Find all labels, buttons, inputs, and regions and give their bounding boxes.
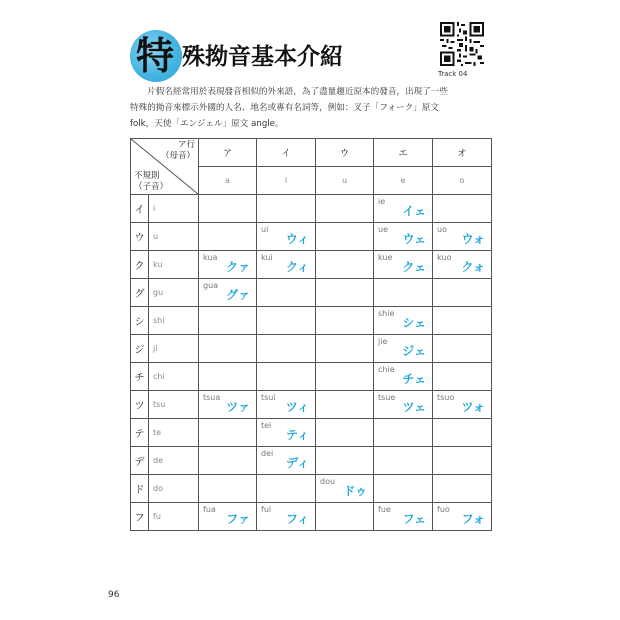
empty-cell [199,335,257,363]
empty-cell [316,307,374,335]
table-row [131,251,492,279]
kana-cell [316,475,374,503]
kana-table [130,138,492,531]
empty-cell [433,195,492,223]
empty-cell [433,335,492,363]
empty-cell [374,475,433,503]
row-header-romaji: ku [149,251,199,279]
row-header-romaji: tsu [149,391,199,419]
kana-cell [374,223,433,251]
empty-cell [316,391,374,419]
row-header-romaji: i [149,195,199,223]
vowel-header-romaji: u [316,167,374,195]
empty-cell [257,475,316,503]
cell-kana: ドゥ [343,484,367,498]
consonant-axis-label-line2: （子音） [134,182,169,192]
cell-romaji: chie [378,365,395,374]
empty-cell [316,279,374,307]
vowel-header-romaji: o [433,167,492,195]
cell-kana: ティ [285,428,309,442]
row-header-kana: シ [131,307,149,335]
row-header-romaji: fu [149,503,199,531]
cell-romaji: kuo [437,253,452,262]
kana-cell [374,195,433,223]
cell-romaji: uo [437,225,447,234]
empty-cell [316,363,374,391]
cell-romaji: tsue [378,393,396,402]
vowel-header-kana: ウ [316,139,374,167]
cell-romaji: tsui [261,393,276,402]
cell-romaji: gua [203,281,219,290]
row-header-romaji: ji [149,335,199,363]
empty-cell [433,307,492,335]
table-row [131,503,492,531]
kana-cell [374,307,433,335]
cell-romaji: tei [261,421,272,430]
kana-cell [433,223,492,251]
cell-romaji: ue [378,225,388,234]
table-corner-header [131,139,199,195]
table-row [131,363,492,391]
empty-cell [374,279,433,307]
table-row [131,391,492,419]
empty-cell [316,503,374,531]
vowel-header-kana: エ [374,139,433,167]
kana-cell [257,251,316,279]
cell-romaji: fua [203,505,216,514]
empty-cell [199,363,257,391]
vowel-header-romaji: i [257,167,316,195]
row-header-kana: ジ [131,335,149,363]
row-header-romaji: chi [149,363,199,391]
empty-cell [199,195,257,223]
title-text: 殊拗音基本介紹 [182,44,343,70]
cell-romaji: shie [378,309,395,318]
title-first-char: 特 [136,34,175,78]
kana-cell [257,503,316,531]
vowel-axis-label-line2: （母音） [160,151,195,161]
empty-cell [374,419,433,447]
table-row [131,475,492,503]
kana-cell [257,223,316,251]
row-header-kana: チ [131,363,149,391]
empty-cell [316,223,374,251]
kana-cell [199,391,257,419]
empty-cell [433,279,492,307]
cell-kana: フィ [285,512,309,526]
empty-cell [199,223,257,251]
cell-romaji: ui [261,225,269,234]
empty-cell [433,363,492,391]
row-header-kana: ウ [131,223,149,251]
consonant-axis-label-line1: 不規則 [134,171,160,181]
kana-cell [199,279,257,307]
cell-romaji: tsuo [437,393,455,402]
cell-kana: ツィ [285,400,309,414]
kana-cell [374,363,433,391]
kana-cell [433,503,492,531]
cell-kana: グァ [225,288,250,302]
cell-kana: ツァ [226,400,250,414]
cell-kana: シェ [402,316,426,330]
qr-code-icon[interactable] [440,22,484,66]
cell-kana: イェ [402,204,426,218]
cell-kana: フェ [402,512,426,526]
vowel-header-kana: オ [433,139,492,167]
cell-kana: フォ [461,512,485,526]
row-header-kana: フ [131,503,149,531]
track-label: Track 04 [438,70,468,78]
kana-cell [433,251,492,279]
cell-romaji: kui [261,253,273,262]
row-header-romaji: u [149,223,199,251]
row-header-romaji: do [149,475,199,503]
empty-cell [257,307,316,335]
cell-kana: ウィ [285,232,309,246]
cell-romaji: fuo [437,505,450,514]
vowel-header-romaji: e [374,167,433,195]
kana-cell [374,503,433,531]
empty-cell [316,419,374,447]
cell-kana: クァ [225,260,250,274]
cell-romaji: fue [378,505,391,514]
cell-kana: ジェ [402,344,426,358]
vowel-axis-label [161,140,195,162]
empty-cell [199,475,257,503]
table-row [131,419,492,447]
empty-cell [316,195,374,223]
vowel-axis-label-line1: ア行 [177,140,195,150]
cell-romaji: fui [261,505,272,514]
cell-kana: ツォ [461,400,485,414]
cell-kana: クォ [461,260,485,274]
cell-kana: ファ [226,512,250,526]
empty-cell [257,363,316,391]
kana-cell [374,251,433,279]
empty-cell [199,447,257,475]
vowel-header-romaji: a [199,167,257,195]
row-header-romaji: te [149,419,199,447]
empty-cell [316,447,374,475]
row-header-kana: グ [131,279,149,307]
cell-romaji: ie [378,197,386,206]
intro-line: 特殊的拗音來標示外國的人名、地名或專有名詞等，例如：叉子「フォーク」原文 [130,103,439,113]
kana-cell [374,391,433,419]
cell-romaji: jie [378,337,388,346]
cell-romaji: tsua [203,393,221,402]
empty-cell [316,251,374,279]
cell-kana: クェ [402,260,426,274]
table-row [131,223,492,251]
cell-romaji: dou [320,477,336,486]
cell-kana: ウェ [402,232,426,246]
page-number: 96 [108,590,120,600]
empty-cell [257,279,316,307]
cell-romaji: kue [378,253,393,262]
row-header-romaji: gu [149,279,199,307]
cell-kana: チェ [402,372,426,386]
row-header-kana: テ [131,419,149,447]
consonant-axis-label [134,171,168,193]
cell-kana: ツェ [402,400,426,414]
cell-kana: ウォ [461,232,485,246]
row-header-kana: ツ [131,391,149,419]
kana-cell [433,391,492,419]
kana-cell [257,447,316,475]
row-header-kana: ド [131,475,149,503]
cell-kana: クィ [285,260,309,274]
table-row [131,335,492,363]
row-header-romaji: shi [149,307,199,335]
cell-romaji: kua [203,253,218,262]
empty-cell [316,335,374,363]
kana-cell [374,335,433,363]
vowel-header-kana: ア [199,139,257,167]
empty-cell [257,335,316,363]
intro-paragraph [130,84,490,132]
kana-cell [199,503,257,531]
empty-cell [199,419,257,447]
row-header-kana: イ [131,195,149,223]
empty-cell [433,419,492,447]
kana-cell [199,251,257,279]
empty-cell [257,195,316,223]
row-header-kana: ク [131,251,149,279]
empty-cell [433,447,492,475]
table-row [131,279,492,307]
row-header-romaji: de [149,447,199,475]
intro-line: 片假名經常用於表現發音相似的外來語，為了盡量趨近原本的發音，出現了一些 [130,87,448,97]
kana-cell [257,419,316,447]
intro-line: folk，天使「エンジェル」原文 angle。 [130,119,284,129]
table-row [131,195,492,223]
empty-cell [199,307,257,335]
kana-cell [257,391,316,419]
row-header-kana: デ [131,447,149,475]
cell-kana: ディ [285,456,309,470]
cell-romaji: dei [261,449,274,458]
table-row [131,307,492,335]
vowel-header-kana: イ [257,139,316,167]
empty-cell [433,475,492,503]
table-row [131,447,492,475]
empty-cell [374,447,433,475]
